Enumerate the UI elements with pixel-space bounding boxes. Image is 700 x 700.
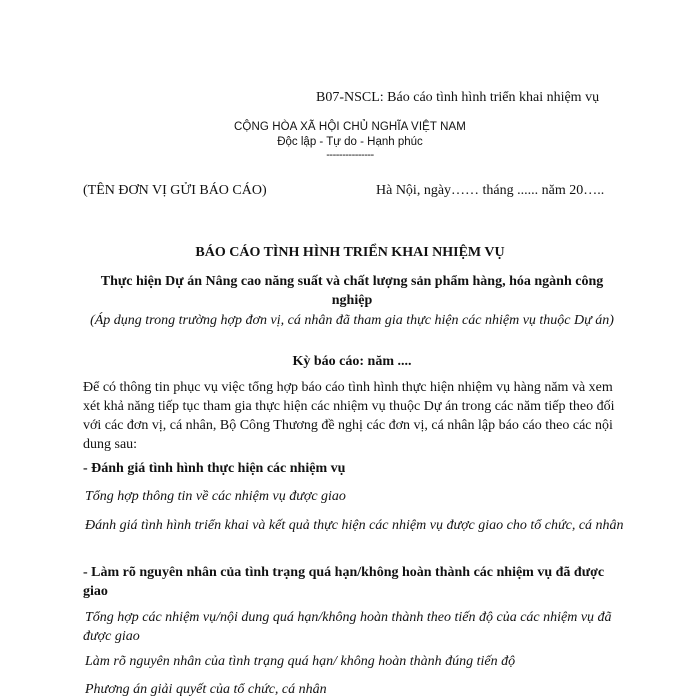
list-item <box>83 516 628 535</box>
national-motto: Độc lập - Tự do - Hạnh phúc <box>277 136 423 148</box>
report-subtitle: Thực hiện Dự án Nâng cao năng suất và chất lượng sản phẩm hàng, hóa ngành công nghiệp <box>100 274 604 308</box>
list-item <box>83 680 628 699</box>
list-item-text: Tổng hợp các nhiệm vụ/nội dung quá hạn/không hoàn thành theo tiến độ của các nhiệm vụ đã được giao <box>83 610 612 644</box>
list-item-text: Làm rõ nguyên nhân của tình trạng quá hạn/ không hoàn thành đúng tiến độ <box>85 654 516 669</box>
list-item-text: Tổng hợp thông tin về các nhiệm vụ được giao <box>85 489 346 504</box>
sender-placeholder: (TÊN ĐƠN VỊ GỬI BÁO CÁO) <box>83 183 267 198</box>
list-item-text: Phương án giải quyết của tổ chức, cá nhân <box>85 682 327 697</box>
list-item-text: Đánh giá tình hình triển khai và kết quả thực hiện các nhiệm vụ được giao cho tổ chức, cá nhân <box>85 518 624 533</box>
header-rule: --------------- <box>326 149 374 161</box>
national-name: CỘNG HÒA XÃ HỘI CHỦ NGHĨA VIỆT NAM <box>234 121 466 133</box>
report-title: BÁO CÁO TÌNH HÌNH TRIỂN KHAI NHIỆM VỤ <box>195 245 505 260</box>
report-period: Kỳ báo cáo: năm .... <box>292 354 412 369</box>
report-scope: (Áp dụng trong trường hợp đơn vị, cá nhân đã tham gia thực hiện các nhiệm vụ thuộc Dự án) <box>90 313 614 328</box>
list-item <box>83 652 628 671</box>
section-heading-evaluation: - Đánh giá tình hình thực hiện các nhiệm vụ <box>83 461 346 476</box>
intro-paragraph: Để có thông tin phục vụ việc tổng hợp báo cáo tình hình thực hiện nhiệm vụ hàng năm và xem xét khả năng tiếp tục tham gia thực hiện các nhiệm vụ thuộc Dự án trong các năm tiếp theo đối với các đơn vị, cá nhân, Bộ Công Thương đề nghị các đơn vị, cá nhân lập báo cáo theo các nội dung sau: <box>83 380 615 452</box>
form-code: B07-NSCL: Báo cáo tình hình triển khai nhiệm vụ <box>316 90 600 105</box>
list-item <box>83 608 628 646</box>
section-heading-causes: - Làm rõ nguyên nhân của tình trạng quá hạn/không hoàn thành các nhiệm vụ đã được giao <box>83 565 605 599</box>
list-item <box>83 487 628 506</box>
place-date: Hà Nội, ngày…… tháng ...... năm 20….. <box>376 183 605 198</box>
